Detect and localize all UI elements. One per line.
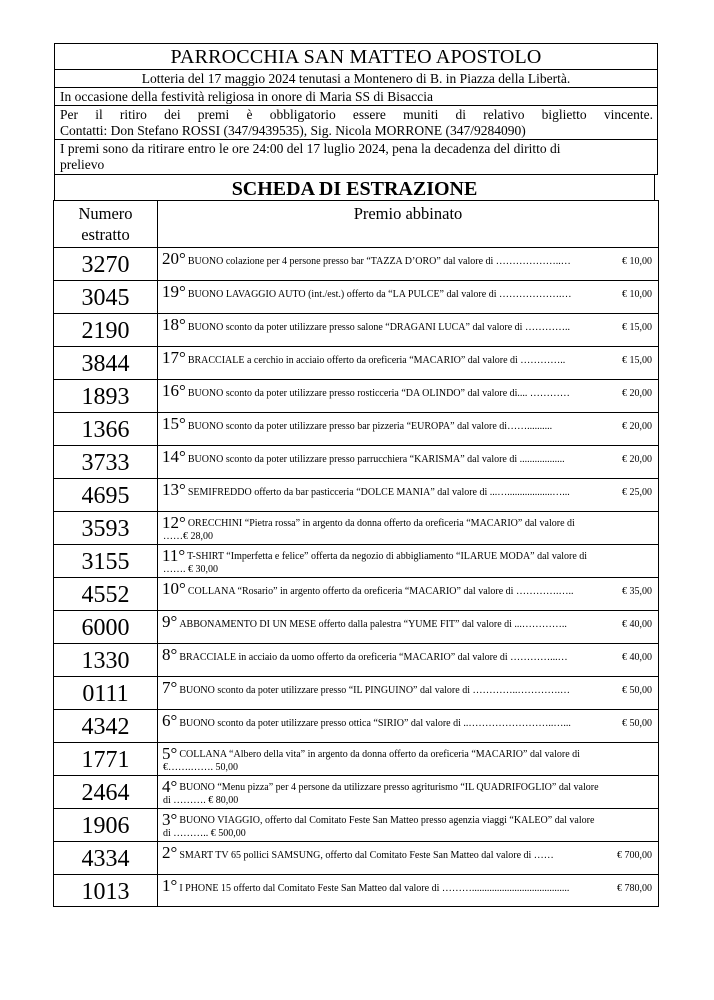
prize-rank: 14°: [162, 447, 186, 466]
table-body: [54, 248, 658, 907]
parish-title: PARROCCHIA SAN MATTEO APOSTOLO: [55, 44, 657, 70]
prize-rank: 2°: [162, 843, 178, 862]
prize-rank: 17°: [162, 348, 186, 367]
numero-estratto: 4552: [81, 582, 130, 608]
prize-rank: 20°: [162, 249, 186, 268]
scheda-title: SCHEDA DI ESTRAZIONE: [54, 175, 655, 201]
prize-description: SEMIFREDDO offerto da bar pasticceria “DOLCE MANIA” dal valore di ...…..................…...: [187, 487, 570, 498]
prize-rank: 19°: [162, 282, 186, 301]
premio-abbinato: [162, 712, 652, 730]
prize-value: € 35,00: [622, 586, 652, 597]
table-row: [54, 413, 658, 446]
premio-abbinato: [162, 547, 652, 576]
premio-abbinato: [162, 481, 652, 499]
premio-abbinato: [162, 811, 652, 840]
numero-estratto: 3593: [81, 516, 130, 542]
prize-value: € 700,00: [617, 850, 652, 861]
table-row: [54, 248, 658, 281]
prize-table: [53, 200, 659, 907]
festivity-info: In occasione della festività religiosa in onore di Maria SS di Bisaccia: [55, 88, 657, 106]
premio-abbinato: [162, 514, 652, 543]
premio-abbinato: [162, 283, 652, 301]
table-row: [54, 677, 658, 710]
prize-value: di ………. € 80,00: [163, 795, 239, 806]
numero-estratto: 6000: [81, 615, 130, 641]
prize-description: BUONO “Menu pizza” per 4 persone da utilizzare presso agriturismo “IL QUADRIFOGLIO” dal valore: [179, 782, 599, 793]
numero-estratto: 3155: [81, 549, 130, 575]
premio-abbinato: [162, 877, 652, 895]
numero-estratto: 1013: [81, 879, 130, 905]
prize-value: €…….……. 50,00: [163, 762, 238, 773]
premio-abbinato: [162, 415, 652, 433]
table-row: [54, 578, 658, 611]
prize-value: € 50,00: [622, 685, 652, 696]
table-header: [54, 201, 658, 248]
table-row: [54, 545, 658, 578]
prize-rank: 1°: [162, 876, 178, 895]
deadline-line-2: prelievo: [60, 157, 105, 172]
premio-abbinato: [162, 613, 652, 631]
premio-abbinato: [162, 580, 652, 598]
numero-estratto: 4334: [81, 846, 130, 872]
prize-rank: 15°: [162, 414, 186, 433]
header-numero-line-1: Numero: [78, 204, 133, 223]
numero-estratto: 4342: [81, 714, 130, 740]
table-row: [54, 380, 658, 413]
prize-rank: 3°: [162, 811, 178, 829]
prize-rank: 13°: [162, 480, 186, 499]
numero-estratto: 2190: [81, 318, 130, 344]
premio-abbinato: [162, 382, 652, 400]
table-row: [54, 479, 658, 512]
premio-abbinato: [162, 679, 652, 697]
deadline-line-1: I premi sono da ritirare entro le ore 24:00 del 17 luglio 2024, pena la decadenza del diritto di: [60, 141, 561, 156]
numero-estratto: 1771: [81, 747, 130, 773]
prize-rank: 16°: [162, 381, 186, 400]
prize-rank: 18°: [162, 315, 186, 334]
header-numero: [54, 203, 157, 245]
numero-estratto: 0111: [82, 681, 129, 707]
numero-estratto: 1366: [81, 417, 130, 443]
prize-value: € 25,00: [622, 487, 652, 498]
prize-rank: 10°: [162, 579, 186, 598]
table-row: [54, 710, 658, 743]
header-numero-line-2: estratto: [81, 225, 130, 244]
prize-description: BUONO sconto da poter utilizzare presso rosticceria “DA OLINDO” dal valore di.... …………: [187, 388, 570, 399]
table-row: [54, 314, 658, 347]
prize-value: € 15,00: [622, 322, 652, 333]
prize-description: BUONO sconto da poter utilizzare presso parrucchiera “KARISMA” dal valore di ..................: [187, 454, 565, 465]
prize-description: T-SHIRT “Imperfetta e felice” offerta da negozio di abbigliamento “ILARUE MODA” dal valore di: [187, 551, 588, 562]
header-premio: Premio abbinato: [353, 204, 463, 223]
prize-value: € 20,00: [622, 454, 652, 465]
numero-estratto: 4695: [81, 483, 130, 509]
prize-description: BUONO LAVAGGIO AUTO (int./est.) offerto da “LA PULCE” dal valore di ……………….…: [187, 289, 572, 300]
prize-rank: 4°: [162, 778, 178, 796]
numero-estratto: 3045: [81, 285, 130, 311]
prize-value: € 20,00: [622, 421, 652, 432]
prize-value: ……. € 30,00: [163, 564, 218, 575]
numero-estratto: 3733: [81, 450, 130, 476]
table-row: [54, 875, 658, 907]
prize-value: € 10,00: [622, 256, 652, 267]
table-row: [54, 611, 658, 644]
prize-description: ORECCHINI “Pietra rossa” in argento da donna offerto da oreficeria “MACARIO” dal valore di: [187, 518, 575, 529]
prize-description: BRACCIALE in acciaio da uomo offerto da oreficeria “MACARIO” dal valore di …………...…: [179, 652, 568, 663]
numero-estratto: 1330: [81, 648, 130, 674]
prize-value: ……€ 28,00: [163, 531, 213, 542]
prize-description: COLLANA “Albero della vita” in argento da donna offerto da oreficeria “MACARIO” dal valore di: [179, 749, 580, 760]
prize-description: BUONO sconto da poter utilizzare presso bar pizzeria “EUROPA” dal valore di……..........: [187, 421, 553, 432]
prize-description: BUONO colazione per 4 persone presso bar “TAZZA D’ORO” dal valore di ………………..…: [187, 256, 571, 267]
table-row: [54, 842, 658, 875]
pickup-line: Per il ritiro dei premi è obbligatorio essere muniti di relativo biglietto vincente.: [60, 107, 653, 122]
prize-description: ABBONAMENTO DI UN MESE offerto dalla palestra “YUME FIT” dal valore di ...…………..: [179, 619, 567, 630]
table-row: [54, 446, 658, 479]
prize-description: BUONO VIAGGIO, offerto dal Comitato Feste San Matteo presso agenzia viaggi “KALEO” dal valore: [179, 815, 595, 826]
prize-description: BUONO sconto da poter utilizzare presso ottica “SIRIO” dal valore di ..……………………..…...: [179, 718, 571, 729]
deadline-info: [55, 140, 657, 174]
prize-description: I PHONE 15 offerto dal Comitato Feste San Matteo dal valore di ……….......................................: [179, 883, 570, 894]
prize-rank: 12°: [162, 514, 186, 532]
prize-description: BUONO sconto da poter utilizzare presso “IL PINGUINO” dal valore di …………..………….…: [179, 685, 570, 696]
prize-value: € 15,00: [622, 355, 652, 366]
premio-abbinato: [162, 646, 652, 664]
prize-rank: 9°: [162, 612, 178, 631]
prize-description: SMART TV 65 pollici SAMSUNG, offerto dal Comitato Feste San Matteo dal valore di ……: [179, 850, 554, 861]
premio-abbinato: [162, 349, 652, 367]
table-row: [54, 512, 658, 545]
numero-estratto: 1906: [81, 813, 130, 839]
table-row: [54, 281, 658, 314]
prize-value: € 40,00: [622, 652, 652, 663]
numero-estratto: 3270: [81, 252, 130, 278]
header-box: [54, 43, 658, 175]
table-row: [54, 347, 658, 380]
prize-rank: 7°: [162, 678, 178, 697]
lottery-info: Lotteria del 17 maggio 2024 tenutasi a Montenero di B. in Piazza della Libertà.: [55, 70, 657, 88]
prize-description: COLLANA “Rosario” in argento offerto da oreficeria “MACARIO” dal valore di ………….…..: [187, 586, 574, 597]
premio-abbinato: [162, 448, 652, 466]
prize-value: € 40,00: [622, 619, 652, 630]
premio-abbinato: [162, 745, 652, 774]
prize-description: BUONO sconto da poter utilizzare presso salone “DRAGANI LUCA” dal valore di …………..: [187, 322, 570, 333]
prize-value: di ……….. € 500,00: [163, 828, 246, 839]
prize-rank: 11°: [162, 547, 186, 565]
prize-value: € 10,00: [622, 289, 652, 300]
table-row: [54, 743, 658, 776]
prize-value: € 20,00: [622, 388, 652, 399]
table-row: [54, 809, 658, 842]
numero-estratto: 1893: [81, 384, 130, 410]
prize-value: € 780,00: [617, 883, 652, 894]
table-row: [54, 644, 658, 677]
premio-abbinato: [162, 844, 652, 862]
premio-abbinato: [162, 316, 652, 334]
table-row: [54, 776, 658, 809]
prize-value: € 50,00: [622, 718, 652, 729]
premio-abbinato: [162, 250, 652, 268]
numero-estratto: 2464: [81, 780, 130, 806]
numero-estratto: 3844: [81, 351, 130, 377]
prize-rank: 5°: [162, 745, 178, 763]
prize-description: BRACCIALE a cerchio in acciaio offerto da oreficeria “MACARIO” dal valore di …………..: [187, 355, 566, 366]
pickup-info: [55, 106, 657, 140]
contacts-line: Contatti: Don Stefano ROSSI (347/9439535), Sig. Nicola MORRONE (347/9284090): [60, 123, 526, 138]
prize-rank: 8°: [162, 645, 178, 664]
premio-abbinato: [162, 778, 652, 807]
prize-rank: 6°: [162, 711, 178, 730]
